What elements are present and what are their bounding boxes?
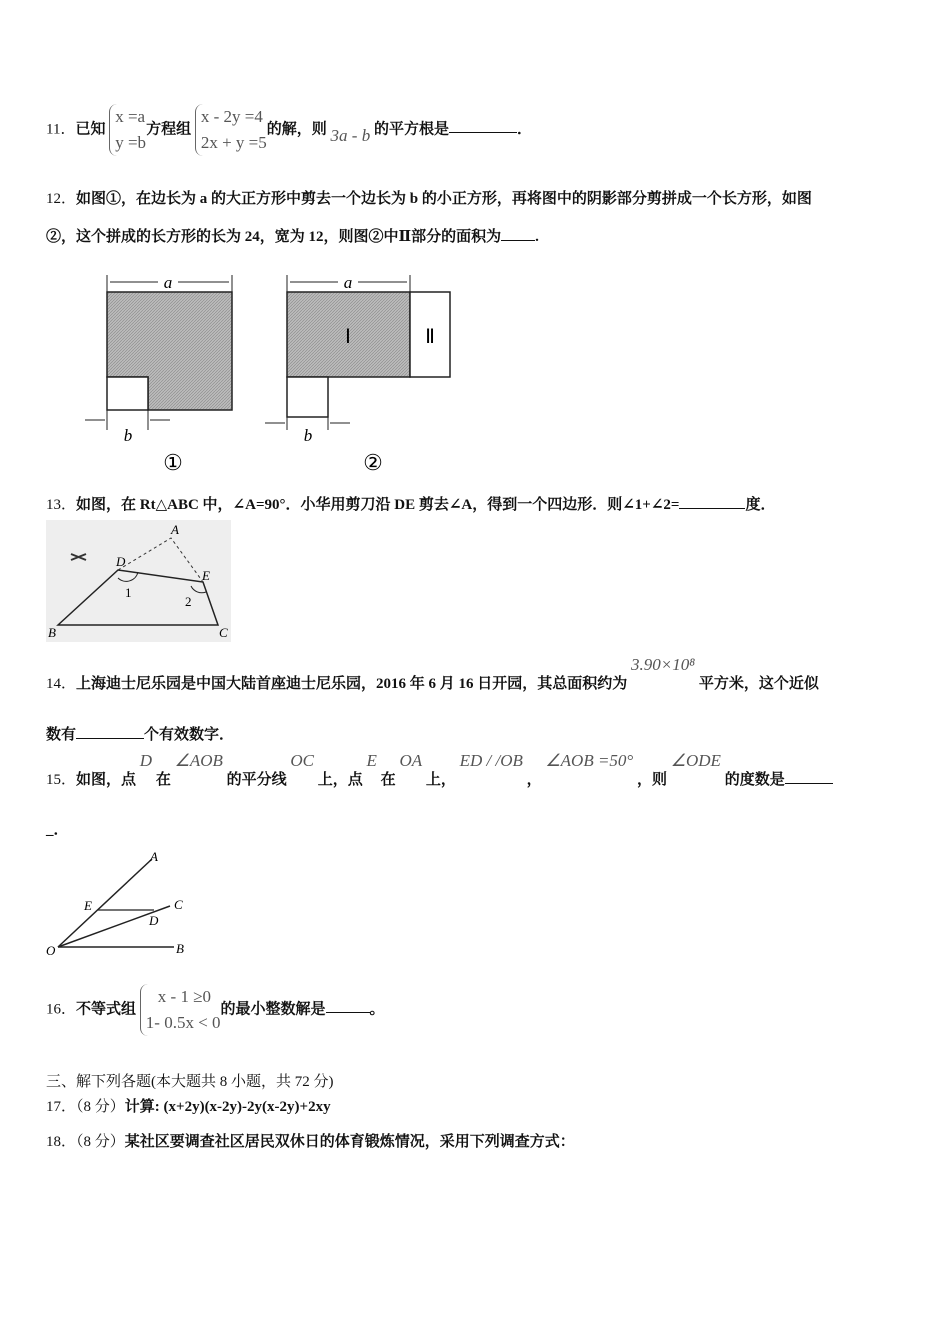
text: ． xyxy=(516,121,532,138)
math: ED / /OB xyxy=(459,751,523,770)
equation-system xyxy=(195,104,267,156)
text: 如图，在 Rt△ABC 中，∠A=90°．小华用剪刀沿 DE 剪去∠A，得到一个四边形．则∠1+∠2= xyxy=(76,497,680,513)
question-number: 15． xyxy=(46,772,77,788)
text: 个有效数字． xyxy=(144,727,235,743)
label-D: D xyxy=(149,913,159,928)
label-a: a xyxy=(343,273,353,292)
question-11 xyxy=(46,104,532,156)
label-C: C xyxy=(219,625,228,640)
math-expression: 3.90×10⁸ xyxy=(631,655,696,674)
math: ∠ODE xyxy=(670,751,721,770)
text: 。 xyxy=(369,1001,385,1018)
inequality-system xyxy=(140,984,221,1036)
question-number: 14． xyxy=(46,676,77,692)
equation: 2x + y =5 xyxy=(200,133,267,152)
text: . xyxy=(535,229,539,245)
question-number: 11． xyxy=(46,121,76,138)
section-heading: 三、解下列各题(本大题共 8 小题，共 72 分) xyxy=(46,1074,334,1090)
text: 上海迪士尼乐园是中国大陆首座迪士尼乐园，2016 年 6 月 16 日开园，其总面积约为 xyxy=(76,676,628,692)
text: 如图①，在边长为 a 的大正方形中剪去一个边长为 b 的小正方形，再将图中的阴影部分剪拼成一个长方形，如图 xyxy=(76,191,812,207)
label-region-1: Ⅰ xyxy=(345,326,351,348)
text: 如图，点 xyxy=(76,772,137,788)
answer-blank xyxy=(785,771,833,784)
text: 的解，则 xyxy=(266,121,327,138)
label-E: E xyxy=(84,898,92,913)
label-b: b xyxy=(123,426,133,445)
text: 某社区要调查社区居民双休日的体育锻炼情况，采用下列调查方式： xyxy=(124,1134,575,1150)
equation: x =a xyxy=(115,107,146,126)
equation: x - 2y =4 xyxy=(200,107,263,126)
text: 上，点 xyxy=(317,772,363,788)
question-number: 13． xyxy=(46,497,77,513)
answer-blank xyxy=(76,726,144,739)
equation-system xyxy=(109,104,146,156)
question-12-line2 xyxy=(46,225,539,246)
question-number: 18． xyxy=(46,1134,77,1150)
label-C: C xyxy=(174,897,183,912)
score: （8 分） xyxy=(76,1134,125,1150)
label-A: A xyxy=(150,849,158,864)
question-18 xyxy=(46,1130,575,1151)
figure-triangle xyxy=(46,520,231,642)
question-17 xyxy=(46,1095,331,1116)
question-16 xyxy=(46,984,385,1036)
label-D: D xyxy=(116,554,126,569)
label-E: E xyxy=(202,568,210,583)
text: 计算: (x+2y)(x-2y)-2y(x-2y)+2xy xyxy=(124,1099,331,1115)
text: 的平分线 xyxy=(226,772,287,788)
text: 不等式组 xyxy=(76,1001,137,1018)
caption-2: ② xyxy=(363,450,383,475)
text: 在 xyxy=(155,772,171,788)
text: 的最小整数解是 xyxy=(220,1001,326,1018)
answer-blank xyxy=(326,1000,370,1013)
text: 在 xyxy=(380,772,396,788)
text: 的度数是 xyxy=(724,772,785,788)
text: ②，这个拼成的长方形的长为 24，宽为 12，则图②中Ⅱ部分的面积为 xyxy=(46,229,502,245)
math-expression: 3a - b xyxy=(330,126,371,146)
math: OC xyxy=(290,751,315,770)
label-region-2: Ⅱ xyxy=(425,326,435,348)
text: 方程组 xyxy=(146,121,192,138)
math: ∠AOB =50° xyxy=(545,751,634,770)
label-b: b xyxy=(303,426,313,445)
label-1: 1 xyxy=(125,585,132,600)
math: D xyxy=(139,751,153,770)
text: 已知 xyxy=(75,121,106,138)
question-14 xyxy=(46,655,819,693)
answer-blank xyxy=(501,228,535,241)
equation: y =b xyxy=(115,133,147,152)
caption-1: ① xyxy=(163,450,183,475)
text: 的平方根是 xyxy=(373,121,449,138)
text: 平方米，这个近似 xyxy=(698,676,819,692)
question-number: 16． xyxy=(46,1001,77,1018)
score: （8 分） xyxy=(76,1099,125,1115)
question-15 xyxy=(46,751,833,789)
question-14-line2 xyxy=(46,723,234,744)
math: E xyxy=(366,751,377,770)
figure-angle xyxy=(44,845,194,960)
question-12-line1 xyxy=(46,187,812,208)
label-B: B xyxy=(48,625,56,640)
label-a: a xyxy=(163,273,173,292)
answer-blank xyxy=(449,120,517,133)
figure-squares xyxy=(80,265,480,480)
label-O: O xyxy=(46,943,56,958)
question-13 xyxy=(46,493,775,514)
question-15-line2: _． xyxy=(46,822,69,838)
text: 上， xyxy=(425,772,456,788)
text: ， xyxy=(526,772,542,788)
math: ∠AOB xyxy=(174,751,223,770)
math: OA xyxy=(399,751,423,770)
inequality: x - 1 ≥0 xyxy=(157,987,212,1006)
answer-blank xyxy=(679,496,745,509)
label-B: B xyxy=(176,941,184,956)
text: ，则 xyxy=(636,772,667,788)
label-2: 2 xyxy=(185,594,192,609)
question-number: 12． xyxy=(46,191,77,207)
text: 度． xyxy=(745,497,776,513)
text: 数有 xyxy=(46,727,77,743)
label-A: A xyxy=(171,522,179,537)
inequality: 1- 0.5x < 0 xyxy=(145,1013,221,1032)
question-number: 17． xyxy=(46,1099,77,1115)
